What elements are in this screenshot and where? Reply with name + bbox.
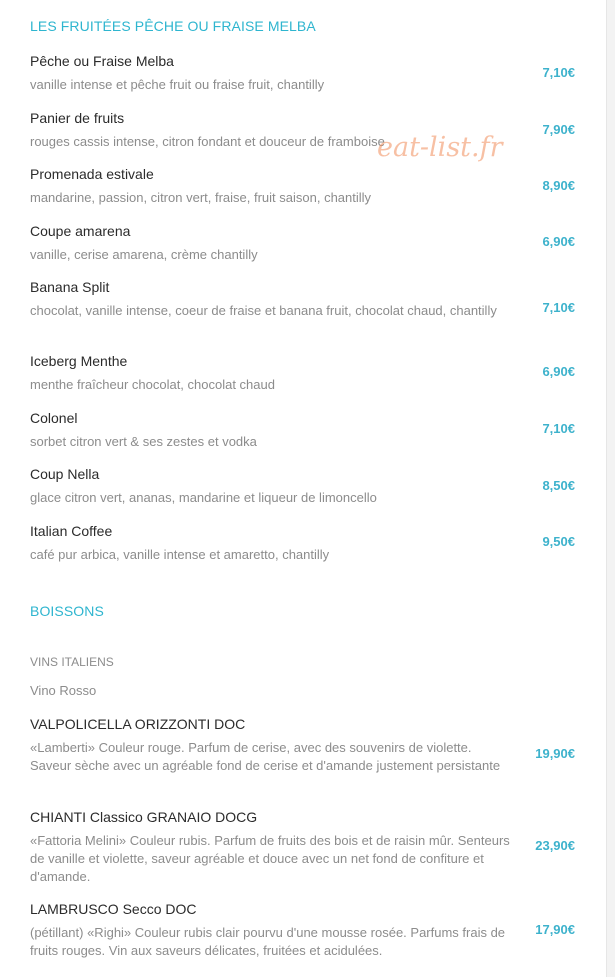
item-description: (pétillant) «Righi» Couleur rubis clair pourvu d'une mousse rosée. Parfums frais de fruits rouges. Vin aux saveurs délicates, fruitées et acidulées. (30, 925, 506, 958)
item-name: Coupe amarena (30, 223, 131, 239)
menu-item (30, 52, 575, 94)
item-description: rouges cassis intense, citron fondant et douceur de framboise (30, 134, 385, 149)
item-name: Colonel (30, 410, 78, 426)
item-description: vanille, cerise amarena, crème chantilly (30, 247, 258, 262)
item-name: Promenada estivale (30, 166, 154, 182)
item-name: Panier de fruits (30, 110, 125, 126)
item-description: menthe fraîcheur chocolat, chocolat chaud (30, 377, 275, 392)
menu-item (30, 715, 575, 775)
item-name: Banana Split (30, 279, 110, 295)
item-price: 7,90€ (542, 122, 575, 137)
item-description: sorbet citron vert & ses zestes et vodka (30, 434, 257, 449)
item-price: 7,10€ (542, 65, 575, 80)
item-description: vanille intense et pêche fruit ou fraise fruit, chantilly (30, 77, 325, 92)
item-description: café pur arbica, vanille intense et amaretto, chantilly (30, 547, 330, 562)
item-price: 19,90€ (535, 746, 575, 761)
item-price: 7,10€ (542, 300, 575, 315)
item-name: VALPOLICELLA ORIZZONTI DOC (30, 716, 246, 732)
menu-item (30, 465, 575, 507)
item-name: Italian Coffee (30, 523, 113, 539)
item-price: 8,50€ (542, 478, 575, 493)
item-name: Iceberg Menthe (30, 353, 128, 369)
item-name: Pêche ou Fraise Melba (30, 53, 174, 69)
item-price: 17,90€ (535, 922, 575, 937)
menu-item (30, 522, 575, 564)
item-price: 9,50€ (542, 534, 575, 549)
subsection-title: VINS ITALIENS (30, 655, 114, 669)
item-name: LAMBRUSCO Secco DOC (30, 901, 197, 917)
item-price: 6,90€ (542, 364, 575, 379)
item-description: «Lamberti» Couleur rouge. Parfum de cerise, avec des souvenirs de violette. Saveur sèche avec un agréable fond de cerise et d'amande justement persistante (30, 740, 501, 773)
menu-item (30, 900, 575, 960)
menu-item (30, 165, 575, 207)
menu-item (30, 352, 575, 394)
item-name: CHIANTI Classico GRANAIO DOCG (30, 809, 258, 825)
item-price: 7,10€ (542, 421, 575, 436)
subsection-subtitle: Vino Rosso (30, 683, 97, 698)
scrollbar-track[interactable] (606, 0, 615, 977)
menu-item (30, 109, 575, 151)
watermark-logo: eat-list.fr (377, 132, 503, 163)
item-description: chocolat, vanille intense, coeur de fraise et banana fruit, chocolat chaud, chantilly (30, 303, 497, 318)
section-title-boissons: BOISSONS (30, 603, 104, 619)
menu-item (30, 222, 575, 264)
item-price: 8,90€ (542, 178, 575, 193)
menu-item (30, 278, 575, 320)
menu-item (30, 808, 575, 886)
item-price: 6,90€ (542, 234, 575, 249)
item-price: 23,90€ (535, 838, 575, 853)
menu-item (30, 409, 575, 451)
item-description: glace citron vert, ananas, mandarine et liqueur de limoncello (30, 490, 377, 505)
item-name: Coup Nella (30, 466, 100, 482)
item-description: mandarine, passion, citron vert, fraise, fruit saison, chantilly (30, 190, 372, 205)
item-description: «Fattoria Melini» Couleur rubis. Parfum de fruits des bois et de raisin mûr. Senteurs de vanille et violette, saveur agréable et douce avec un net fond de confiture et d'amande. (30, 833, 510, 884)
section-title-fruitees: LES FRUITÉES PÊCHE OU FRAISE MELBA (30, 18, 316, 34)
